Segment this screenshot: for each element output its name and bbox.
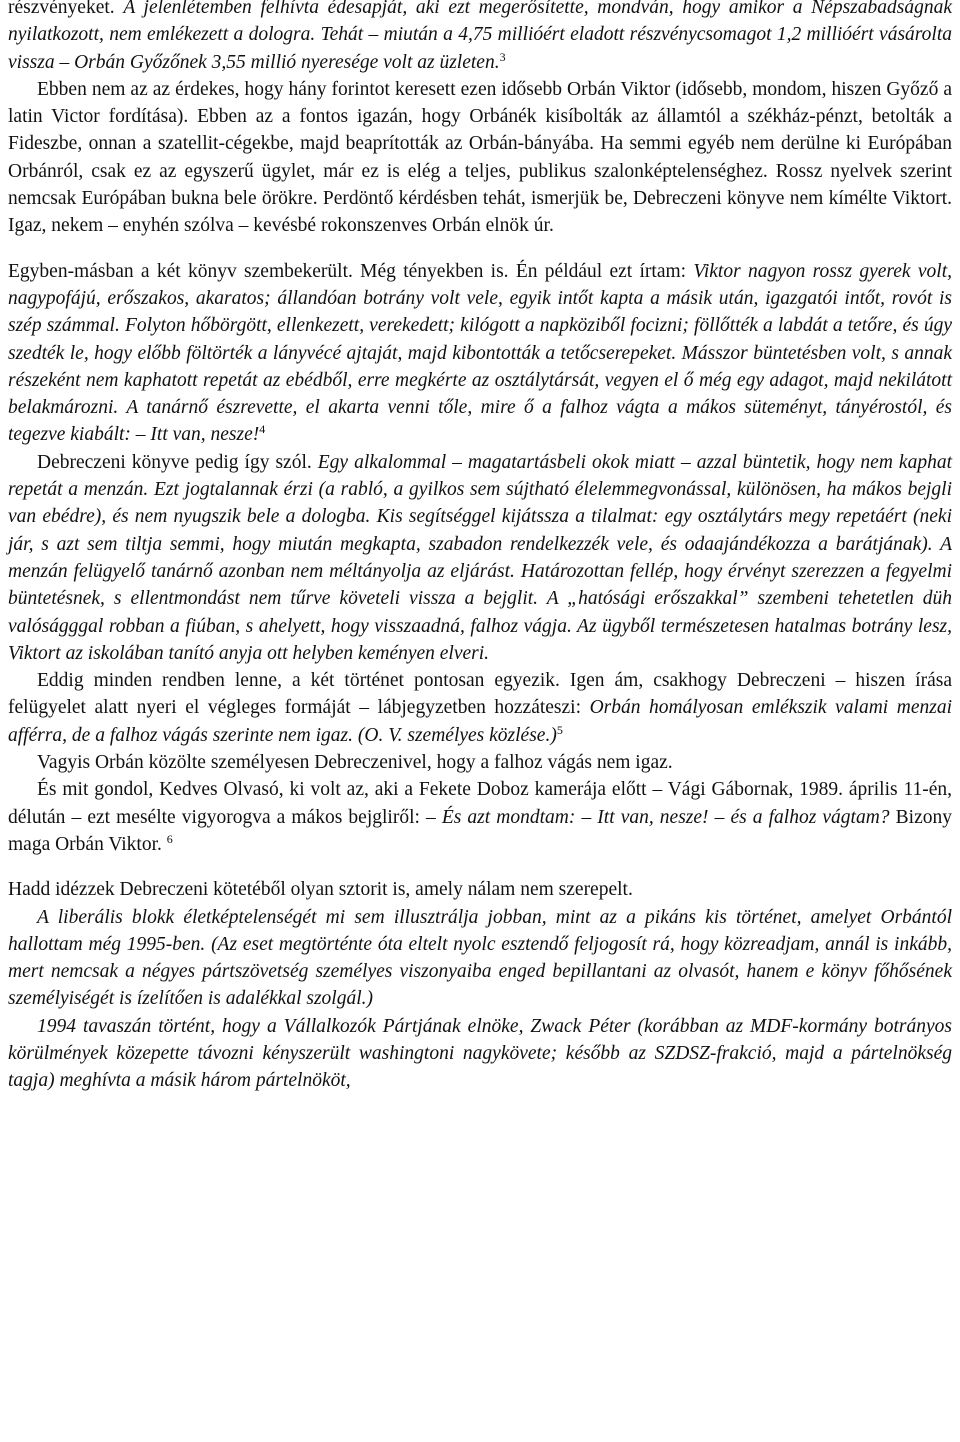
italic-run: Egy alkalommal – magatartásbeli okok miatt – azzal büntetik, hogy nem kaphat repetát a menzán. Ezt jogtalannak érzi (a rabló, a gyilkos sem sújtható élelemmegvonással, különösen, ha mákos bejgli van ebédre), és nem nyugszik bele a dologba. Kis segítséggel kijátssza a tilalmat: egy osztálytárs megy repetáért (neki jár, s azt sem tiltja semmi, hogy miután megkapta, szabadon rendelkezzék vele, és odaajándékozza a barátjának). A menzán felügyelő tanárnő azonban nem méltányolja az eljárást. Határozottan fellép, hogy érvényt szerezzen a fegyelmi büntetésnek, s ellentmondást nem tűrve követeli vissza a bejglit. A „hatósági erőszakkal” szembeni tehetetlen düh valóságggal robban a fiúban, s ahelyett, hogy visszaadná, falhoz vágja. Az ügyből természetesen hatalmas botrány lesz, Viktort az iskolában tanító anyja ott helyben keményen elveri. <box>8 451 953 664</box>
text-run: Debreczeni könyve pedig így szól. <box>37 451 318 473</box>
italic-run: 1994 tavaszán történt, hogy a Vállalkozók Pártjának elnöke, Zwack Péter (korábban az MDF-kormány botrányos körülmények közepette távozni kényszerült washingtoni nagykövete; később az SZDSZ-frakció, majd a pártelnökség tagja) meghívta a másik három pártelnököt, <box>8 1015 952 1092</box>
text-run: Eddig minden rendben lenne, a két történet pontosan egyezik. Igen ám, csakhogy Debreczeni – hiszen írása felügyelet alatt nyeri el végleges formáját – lábjegyzetben hozzáteszi: <box>8 670 952 719</box>
footnote-ref: 3 <box>499 49 506 64</box>
footnote-ref: 4 <box>259 422 266 437</box>
text-run: Egyben-másban a két könyv szembekerült. Még tényekben is. Én például ezt írtam: <box>8 260 694 282</box>
paragraph-p8 <box>8 876 952 903</box>
paragraph-p2 <box>8 76 952 240</box>
paragraph-gap <box>8 858 952 876</box>
paragraph-p7 <box>8 776 952 858</box>
paragraph-p9 <box>8 904 952 1013</box>
footnote-ref: 5 <box>556 722 563 737</box>
text-run: Vagyis Orbán közölte személyesen Debreczenivel, hogy a falhoz vágás nem igaz. <box>37 752 673 774</box>
paragraph-p3 <box>8 258 952 449</box>
text-run: Hadd idézzek Debreczeni kötetéből olyan sztorit is, amely nálam nem szerepelt. <box>8 879 633 901</box>
text-run: részvényeket. <box>8 0 124 18</box>
text-run: Bizony maga Orbán Viktor. <box>8 806 952 855</box>
italic-run: Viktor nagyon rossz gyerek volt, nagypofájú, erőszakos, akaratos; állandóan botrány volt vele, egyik intőt kapta a másik után, igazgatói intőt, rovót is szép számmal. Folyton hőbörgött, ellenkezett, verekedett; kilógott a napköziből focizni; föllőtték a labdát a tetőre, és úgy szedték le, hogy előbb föltörték a lányvécé ajtaját, majd kibontották a tetőcserepeket. Másszor büntetésben volt, s annak részeként nem kaphatott repetát az ebédből, erre megkérte az osztálytársát, vegyen el ő még egy adagot, majd nekilátott belakmározni. A tanárnő észrevette, el akarta venni tőle, mire ő a falhoz vágta a mákos süteményt, tányérostól, és tegezve kiabált: – Itt van, nesze! <box>8 260 952 446</box>
italic-run: A liberális blokk életképtelenségét mi sem illusztrálja jobban, mint az a pikáns kis történet, amelyet Orbántól hallottam még 1995-ben. (Az eset megtörténte óta eltelt nyolc esztendő feljogosít rá, hogy közreadjam, annál is inkább, mert nemcsak a négyes pártszövetség személyes viszonyaiba enged bepillantani az olvasót, hanem e könyv főhősének személyiségét is ízelítően is adalékkal szolgál.) <box>8 906 952 1010</box>
italic-run: És azt mondtam: – Itt van, nesze! – és a falhoz vágtam? <box>441 806 890 828</box>
footnote-ref: 6 <box>166 831 173 846</box>
text-run: És mit gondol, Kedves Olvasó, ki volt az, aki a Fekete Doboz kamerája előtt – Vági Gábornak, 1989. április 11-én, délután – ezt mesélte vigyorogva a mákos bejgliről: – <box>8 779 952 828</box>
paragraph-p6 <box>8 749 952 776</box>
paragraph-p5 <box>8 667 952 749</box>
paragraph-p1 <box>8 0 952 76</box>
paragraph-gap <box>8 240 952 258</box>
text-run: Ebben nem az az érdekes, hogy hány forintot keresett ezen idősebb Orbán Viktor (idősebb, mondom, hiszen Győző a latin Victor fordítása). Ebben az a fontos igazán, hogy Orbánék kisíbolták az államtól a székház-pénzt, betolták a Fideszbe, onnan a szatellit-cégekbe, majd beaprították az Orbán-bányába. Ha semmi egyéb nem derülne ki Európában Orbánról, csak ez az egyszerű ügylet, már ez is elég a teljes, publikus szalonképtelenséghez. Rossz nyelvek szerint nemcsak Európában bukna bele örökre. Perdöntő kérdésben tehát, ismerjük be, Debreczeni könyve nem kímélte Viktort. Igaz, nekem – enyhén szólva – kevésbé rokonszenves Orbán elnök úr. <box>8 78 952 237</box>
paragraph-p4 <box>8 449 952 667</box>
italic-run: A jelenlétemben felhívta édesapját, aki ezt megerősítette, mondván, hogy amikor a Népszabadságnak nyilatkozott, nem emlékezett a dologra. Tehát – miután a 4,75 millióért eladott részvénycsomagot 1,2 millióért vásárolta vissza – Orbán Győzőnek 3,55 millió nyeresége volt az üzleten. <box>8 0 952 73</box>
paragraph-p10 <box>8 1013 952 1095</box>
italic-run: Orbán homályosan emlékszik valami menzai afférra, de a falhoz vágás szerinte nem igaz. (O. V. személyes közlése.) <box>8 697 952 746</box>
